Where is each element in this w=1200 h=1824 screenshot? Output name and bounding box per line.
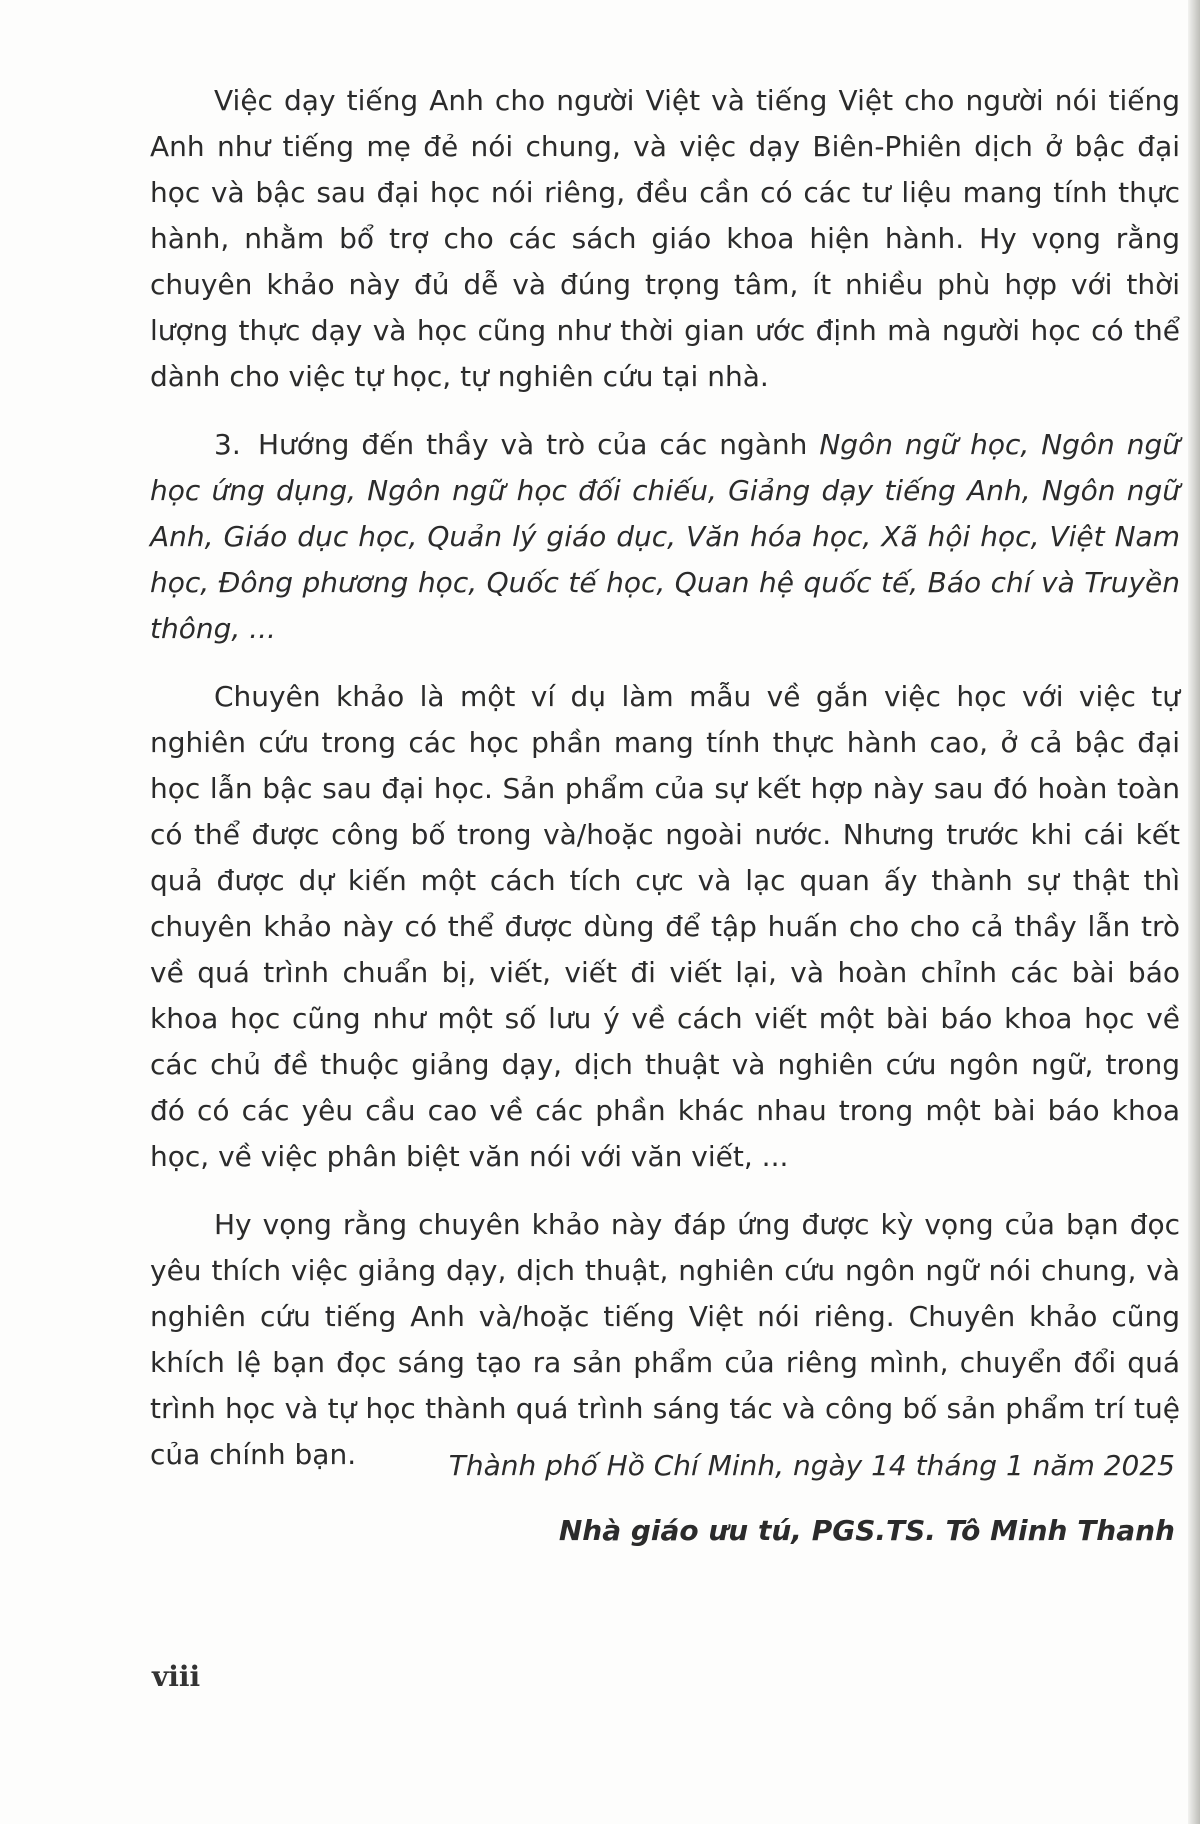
page-number: viii bbox=[152, 1660, 201, 1693]
paragraph-1: Việc dạy tiếng Anh cho người Việt và tiếng Việt cho người nói tiếng Anh như tiếng mẹ đẻ nói chung, và việc dạy Biên-Phiên dịch ở bậc đại học và bậc sau đại học nói riêng, đều cần có các tư liệu mang tính thực hành, nhằm bổ trợ cho các sách giáo khoa hiện hành. Hy vọng rằng chuyên khảo này đủ dễ và đúng trọng tâm, ít nhiều phù hợp với thời lượng thực dạy và học cũng như thời gian ước định mà người học có thể dành cho việc tự học, tự nghiên cứu tại nhà. bbox=[150, 84, 1180, 393]
body-text bbox=[150, 78, 1180, 1500]
paragraph-3: Chuyên khảo là một ví dụ làm mẫu về gắn việc học với việc tự nghiên cứu trong các học phần mang tính thực hành cao, ở cả bậc đại học lẫn bậc sau đại học. Sản phẩm của sự kết hợp này sau đó hoàn toàn có thể được công bố trong và/hoặc ngoài nước. Nhưng trước khi cái kết quả được dự kiến một cách tích cực và lạc quan ấy thành sự thật thì chuyên khảo này có thể được dùng để tập huấn cho cho cả thầy lẫn trò về quá trình chuẩn bị, viết, viết đi viết lại, và hoàn chỉnh các bài báo khoa học cũng như một số lưu ý về cách viết một bài báo khoa học về các chủ đề thuộc giảng dạy, dịch thuật và nghiên cứu ngôn ngữ, trong đó có các yêu cầu cao về các phần khác nhau trong một bài báo khoa học, về việc phân biệt văn nói với văn viết, ... bbox=[150, 680, 1180, 1173]
signature-place-date: Thành phố Hồ Chí Minh, ngày 14 tháng 1 năm 2025 bbox=[448, 1449, 1175, 1482]
scan-edge-shadow bbox=[1188, 0, 1200, 1824]
signature-author: Nhà giáo ưu tú, PGS.TS. Tô Minh Thanh bbox=[558, 1514, 1175, 1547]
list-number: 3. bbox=[214, 428, 241, 461]
paragraph-4: Hy vọng rằng chuyên khảo này đáp ứng được kỳ vọng của bạn đọc yêu thích việc giảng dạy, dịch thuật, nghiên cứu ngôn ngữ nói chung, và nghiên cứu tiếng Anh và/hoặc tiếng Việt nói riêng. Chuyên khảo cũng khích lệ bạn đọc sáng tạo ra sản phẩm của riêng mình, chuyển đổi quá trình học và tự học thành quá trình sáng tác và công bố sản phẩm trí tuệ của chính bạn. bbox=[150, 1208, 1180, 1471]
list-lead-text: Hướng đến thầy và trò của các ngành bbox=[258, 428, 808, 461]
list-fields-italic: Ngôn ngữ học, Ngôn ngữ học ứng dụng, Ngôn ngữ học đối chiếu, Giảng dạy tiếng Anh, Ngôn ngữ Anh, Giáo dục học, Quản lý giáo dục, Văn hóa học, Xã hội học, Việt Nam học, Đông phương học, Quốc tế học, Quan hệ quốc tế, Báo chí và Truyền thông, ... bbox=[150, 428, 1181, 645]
paragraph-2-numbered bbox=[150, 422, 1180, 652]
